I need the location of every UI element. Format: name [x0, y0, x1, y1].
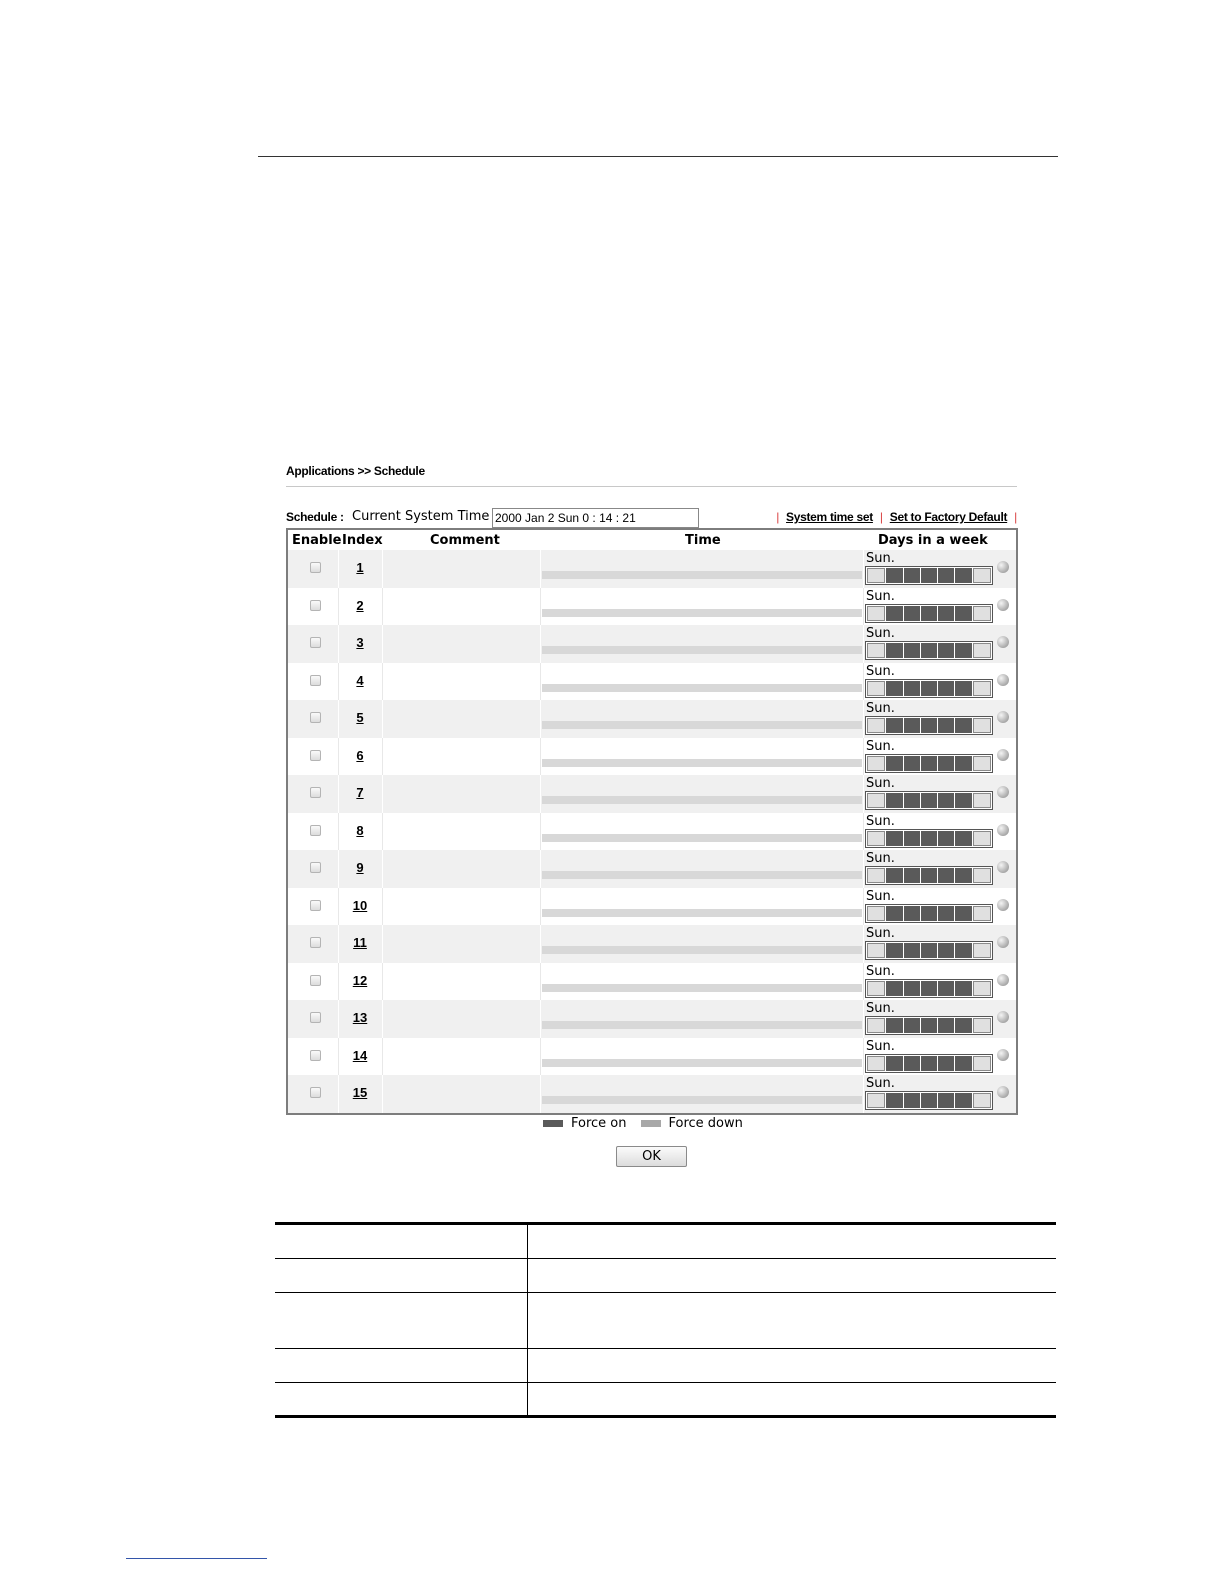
- schedule-rows: [288, 550, 1016, 1113]
- status-dot-icon: [997, 599, 1009, 611]
- day-cell-off: [867, 681, 885, 696]
- schedule-row: [288, 550, 1016, 588]
- column-divider: [863, 1038, 864, 1076]
- days-in-week-bar: [865, 1091, 993, 1110]
- table-bottom-rule: [275, 1415, 1056, 1418]
- column-divider: [863, 775, 864, 813]
- day-cell-force-on: [886, 1018, 902, 1033]
- enable-checkbox[interactable]: [310, 862, 321, 873]
- factory-default-link[interactable]: Set to Factory Default: [889, 510, 1008, 524]
- day-label: Sun.: [866, 738, 895, 754]
- day-cell-force-on: [938, 831, 954, 846]
- schedule-row: [288, 775, 1016, 813]
- day-cell-force-on: [938, 718, 954, 733]
- column-divider: [540, 850, 541, 888]
- column-divider: [540, 888, 541, 926]
- schedule-index-link[interactable]: 9: [356, 860, 364, 875]
- day-cell-force-on: [921, 681, 937, 696]
- day-cell-force-on: [904, 831, 920, 846]
- day-cell-off: [867, 606, 885, 621]
- day-cell-force-on: [921, 831, 937, 846]
- day-cell-force-on: [955, 981, 971, 996]
- time-bar: [542, 571, 862, 579]
- day-cell-force-on: [938, 793, 954, 808]
- day-cell-off: [973, 868, 991, 883]
- day-label: Sun.: [866, 701, 895, 716]
- day-cell-off: [973, 793, 991, 808]
- schedule-row: [288, 1075, 1016, 1113]
- day-cell-force-on: [904, 906, 920, 921]
- status-dot-icon: [997, 561, 1009, 573]
- schedule-index-link[interactable]: 1: [356, 560, 364, 575]
- time-bar: [542, 796, 862, 804]
- day-cell-off: [867, 943, 885, 958]
- enable-checkbox[interactable]: [310, 1012, 321, 1023]
- day-label: Sun.: [866, 1038, 895, 1054]
- column-divider: [382, 663, 383, 701]
- column-divider: [863, 588, 864, 626]
- column-divider: [382, 550, 383, 588]
- day-cell-force-on: [886, 868, 902, 883]
- time-bar: [542, 684, 862, 692]
- description-table: [275, 1222, 1056, 1418]
- day-label: Sun.: [866, 551, 895, 566]
- day-cell-force-on: [886, 943, 902, 958]
- day-label: Sun.: [866, 926, 895, 941]
- day-cell-force-on: [938, 943, 954, 958]
- day-cell-off: [973, 718, 991, 733]
- day-cell-force-on: [955, 606, 971, 621]
- day-cell-force-on: [938, 1018, 954, 1033]
- day-cell-force-on: [921, 793, 937, 808]
- day-cell-force-on: [955, 1018, 971, 1033]
- schedule-index-link[interactable]: 13: [352, 1010, 368, 1025]
- days-in-week-bar: [865, 754, 993, 773]
- schedule-index-link[interactable]: 5: [356, 710, 364, 725]
- day-label: Sun.: [866, 588, 895, 604]
- breadcrumb-divider: [286, 486, 1017, 487]
- table-rule: [275, 1382, 1056, 1383]
- day-cell-off: [973, 906, 991, 921]
- days-in-week-bar: [865, 716, 993, 735]
- status-dot-icon: [997, 824, 1009, 836]
- day-cell-off: [867, 1056, 885, 1071]
- force-down-label: Force down: [668, 1116, 743, 1131]
- day-cell-force-on: [955, 868, 971, 883]
- column-divider: [382, 813, 383, 851]
- link-separator: |: [776, 510, 780, 524]
- column-divider: [382, 963, 383, 1001]
- day-cell-off: [973, 831, 991, 846]
- status-dot-icon: [997, 636, 1009, 648]
- enable-checkbox[interactable]: [310, 675, 321, 686]
- schedule-label: Schedule :: [286, 510, 344, 524]
- day-cell-force-on: [921, 943, 937, 958]
- day-cell-force-on: [938, 906, 954, 921]
- ok-button[interactable]: OK: [616, 1146, 687, 1167]
- day-cell-force-on: [938, 1093, 954, 1108]
- day-cell-force-on: [955, 906, 971, 921]
- day-cell-off: [973, 756, 991, 771]
- day-cell-off: [867, 793, 885, 808]
- schedule-row: [288, 888, 1016, 926]
- col-index: Index: [342, 533, 383, 548]
- days-in-week-bar: [865, 641, 993, 660]
- day-label: Sun.: [866, 888, 895, 904]
- column-divider: [540, 588, 541, 626]
- column-divider: [540, 663, 541, 701]
- day-cell-force-on: [886, 756, 902, 771]
- status-dot-icon: [997, 786, 1009, 798]
- force-on-swatch: [543, 1120, 563, 1127]
- schedule-row: [288, 738, 1016, 776]
- days-in-week-bar: [865, 1054, 993, 1073]
- day-cell-off: [973, 943, 991, 958]
- column-divider: [382, 588, 383, 626]
- day-cell-force-on: [921, 606, 937, 621]
- days-in-week-bar: [865, 1016, 993, 1035]
- status-dot-icon: [997, 1011, 1009, 1023]
- col-days: Days in a week: [878, 533, 988, 548]
- column-divider: [863, 1075, 864, 1113]
- enable-checkbox[interactable]: [310, 937, 321, 948]
- schedule-index-link[interactable]: 12: [352, 972, 368, 988]
- day-cell-off: [867, 568, 885, 583]
- day-cell-force-on: [955, 831, 971, 846]
- column-divider: [863, 813, 864, 851]
- enable-checkbox[interactable]: [310, 1050, 321, 1061]
- day-cell-force-on: [904, 1018, 920, 1033]
- day-cell-force-on: [938, 606, 954, 621]
- status-dot-icon: [997, 711, 1009, 723]
- day-cell-force-on: [886, 606, 902, 621]
- table-rule: [275, 1292, 1056, 1293]
- day-cell-off: [867, 831, 885, 846]
- time-bar: [542, 909, 862, 917]
- column-divider: [863, 625, 864, 663]
- day-cell-force-on: [921, 643, 937, 658]
- day-cell-off: [973, 606, 991, 621]
- enable-checkbox[interactable]: [310, 637, 321, 648]
- status-dot-icon: [997, 1049, 1009, 1061]
- day-label: Sun.: [866, 626, 895, 641]
- column-divider: [863, 550, 864, 588]
- day-cell-force-on: [886, 718, 902, 733]
- days-in-week-bar: [865, 791, 993, 810]
- day-cell-force-on: [955, 1093, 971, 1108]
- day-label: Sun.: [866, 963, 895, 979]
- breadcrumb: Applications >> Schedule: [286, 464, 425, 478]
- force-down-swatch: [641, 1120, 661, 1127]
- column-divider: [540, 813, 541, 851]
- days-in-week-bar: [865, 866, 993, 885]
- day-cell-force-on: [938, 681, 954, 696]
- day-cell-force-on: [921, 1093, 937, 1108]
- column-divider: [540, 738, 541, 776]
- system-time-set-link[interactable]: System time set: [786, 510, 873, 524]
- column-divider: [540, 625, 541, 663]
- schedule-index-link[interactable]: 14: [352, 1047, 368, 1063]
- day-cell-force-on: [886, 981, 902, 996]
- time-bar: [542, 646, 862, 654]
- day-cell-off: [867, 981, 885, 996]
- table-rule: [275, 1258, 1056, 1259]
- day-cell-force-on: [886, 906, 902, 921]
- link-separator: |: [1014, 510, 1017, 524]
- schedule-index-link[interactable]: 10: [352, 897, 368, 913]
- col-enable: Enable: [292, 533, 342, 548]
- day-cell-off: [867, 1093, 885, 1108]
- day-cell-off: [867, 756, 885, 771]
- day-cell-force-on: [904, 606, 920, 621]
- day-cell-force-on: [904, 718, 920, 733]
- day-cell-force-on: [955, 718, 971, 733]
- enable-checkbox[interactable]: [310, 1087, 321, 1098]
- schedule-row: [288, 925, 1016, 963]
- time-bar: [542, 1059, 862, 1067]
- column-divider: [382, 738, 383, 776]
- day-cell-force-on: [921, 868, 937, 883]
- day-cell-force-on: [921, 718, 937, 733]
- days-in-week-bar: [865, 979, 993, 998]
- enable-checkbox[interactable]: [310, 900, 321, 911]
- day-cell-force-on: [921, 981, 937, 996]
- schedule-header: [286, 508, 1017, 528]
- enable-checkbox[interactable]: [310, 750, 321, 761]
- time-bar: [542, 871, 862, 879]
- status-dot-icon: [997, 974, 1009, 986]
- day-cell-force-on: [955, 943, 971, 958]
- current-time-field[interactable]: [492, 508, 699, 528]
- status-dot-icon: [997, 936, 1009, 948]
- day-cell-force-on: [955, 1056, 971, 1071]
- column-divider: [382, 1075, 383, 1113]
- day-cell-off: [867, 906, 885, 921]
- day-cell-force-on: [938, 1056, 954, 1071]
- day-cell-force-on: [904, 568, 920, 583]
- top-rule: [258, 156, 1058, 157]
- day-cell-force-on: [921, 906, 937, 921]
- day-cell-force-on: [938, 643, 954, 658]
- legend: [543, 1116, 743, 1131]
- table-rule: [275, 1348, 1056, 1349]
- day-cell-force-on: [921, 1018, 937, 1033]
- col-time: Time: [685, 533, 721, 548]
- force-on-label: Force on: [571, 1116, 627, 1131]
- column-divider: [540, 775, 541, 813]
- column-divider: [382, 700, 383, 738]
- column-divider: [863, 1000, 864, 1038]
- column-divider: [382, 925, 383, 963]
- time-bar: [542, 609, 862, 617]
- day-cell-off: [973, 1018, 991, 1033]
- day-cell-force-on: [938, 568, 954, 583]
- day-cell-off: [973, 981, 991, 996]
- time-bar: [542, 1096, 862, 1104]
- column-divider: [382, 1038, 383, 1076]
- days-in-week-bar: [865, 829, 993, 848]
- day-cell-force-on: [921, 568, 937, 583]
- column-divider: [382, 775, 383, 813]
- day-cell-off: [973, 1093, 991, 1108]
- day-cell-force-on: [904, 756, 920, 771]
- column-divider: [540, 1038, 541, 1076]
- enable-checkbox[interactable]: [310, 562, 321, 573]
- column-divider: [382, 625, 383, 663]
- schedule-index-link[interactable]: 7: [356, 785, 364, 800]
- header-links: [769, 510, 1017, 524]
- day-cell-force-on: [955, 793, 971, 808]
- days-in-week-bar: [865, 941, 993, 960]
- day-cell-force-on: [886, 1093, 902, 1108]
- schedule-row: [288, 963, 1016, 1001]
- schedule-index-link[interactable]: 2: [356, 597, 364, 613]
- day-cell-force-on: [938, 981, 954, 996]
- schedule-table-header: [288, 530, 1016, 550]
- day-cell-force-on: [921, 756, 937, 771]
- day-label: Sun.: [866, 1001, 895, 1016]
- day-cell-off: [973, 681, 991, 696]
- day-cell-force-on: [921, 1056, 937, 1071]
- enable-checkbox[interactable]: [310, 787, 321, 798]
- column-divider: [382, 1000, 383, 1038]
- schedule-index-link[interactable]: 8: [356, 822, 364, 838]
- day-cell-force-on: [938, 868, 954, 883]
- day-cell-force-on: [886, 831, 902, 846]
- column-divider: [863, 850, 864, 888]
- day-cell-force-on: [886, 1056, 902, 1071]
- day-cell-force-on: [955, 568, 971, 583]
- schedule-row: [288, 625, 1016, 663]
- schedule-row: [288, 1038, 1016, 1076]
- days-in-week-bar: [865, 566, 993, 585]
- day-cell-force-on: [904, 1093, 920, 1108]
- status-dot-icon: [997, 899, 1009, 911]
- time-bar: [542, 834, 862, 842]
- enable-checkbox[interactable]: [310, 825, 321, 836]
- column-divider: [540, 700, 541, 738]
- day-cell-force-on: [904, 681, 920, 696]
- column-divider: [540, 1075, 541, 1113]
- column-divider: [863, 663, 864, 701]
- time-bar: [542, 984, 862, 992]
- status-dot-icon: [997, 749, 1009, 761]
- column-divider: [863, 888, 864, 926]
- day-cell-force-on: [886, 681, 902, 696]
- day-cell-force-on: [938, 756, 954, 771]
- schedule-row: [288, 850, 1016, 888]
- day-cell-off: [867, 643, 885, 658]
- schedule-row: [288, 588, 1016, 626]
- schedule-index-link[interactable]: 11: [353, 935, 367, 950]
- day-cell-force-on: [904, 943, 920, 958]
- col-comment: Comment: [430, 533, 500, 548]
- schedule-index-link[interactable]: 3: [356, 635, 364, 650]
- table-top-rule: [275, 1222, 1056, 1225]
- schedule-row: [288, 700, 1016, 738]
- time-bar: [542, 946, 862, 954]
- day-cell-off: [867, 868, 885, 883]
- status-dot-icon: [997, 861, 1009, 873]
- day-label: Sun.: [866, 663, 895, 679]
- column-divider: [540, 963, 541, 1001]
- time-bar: [542, 721, 862, 729]
- link-separator: |: [879, 510, 883, 524]
- day-cell-off: [973, 1056, 991, 1071]
- column-divider: [540, 1000, 541, 1038]
- schedule-row: [288, 813, 1016, 851]
- time-bar: [542, 759, 862, 767]
- column-divider: [382, 850, 383, 888]
- day-cell-force-on: [904, 1056, 920, 1071]
- column-divider: [540, 925, 541, 963]
- day-label: Sun.: [866, 776, 895, 791]
- days-in-week-bar: [865, 604, 993, 623]
- day-cell-force-on: [886, 568, 902, 583]
- column-divider: [863, 700, 864, 738]
- status-dot-icon: [997, 674, 1009, 686]
- day-cell-force-on: [904, 981, 920, 996]
- time-bar: [542, 1021, 862, 1029]
- column-divider: [863, 963, 864, 1001]
- day-label: Sun.: [866, 813, 895, 829]
- day-cell-off: [973, 643, 991, 658]
- enable-checkbox[interactable]: [310, 712, 321, 723]
- schedule-table: [286, 528, 1018, 1115]
- day-cell-force-on: [886, 643, 902, 658]
- column-divider: [382, 888, 383, 926]
- footer-rule: [126, 1558, 267, 1559]
- day-cell-off: [973, 568, 991, 583]
- schedule-row: [288, 663, 1016, 701]
- days-in-week-bar: [865, 904, 993, 923]
- column-divider: [540, 550, 541, 588]
- day-cell-force-on: [904, 793, 920, 808]
- day-cell-off: [867, 718, 885, 733]
- days-in-week-bar: [865, 679, 993, 698]
- day-cell-off: [867, 1018, 885, 1033]
- schedule-row: [288, 1000, 1016, 1038]
- day-cell-force-on: [886, 793, 902, 808]
- column-divider: [863, 738, 864, 776]
- schedule-index-link[interactable]: 4: [356, 672, 364, 688]
- schedule-index-link[interactable]: 15: [352, 1085, 368, 1100]
- day-label: Sun.: [866, 1076, 895, 1091]
- column-divider: [863, 925, 864, 963]
- current-time-label: Current System Time: [352, 509, 490, 524]
- day-cell-force-on: [955, 756, 971, 771]
- enable-checkbox[interactable]: [310, 600, 321, 611]
- day-cell-force-on: [904, 868, 920, 883]
- table-column-divider: [527, 1222, 528, 1418]
- day-cell-force-on: [955, 643, 971, 658]
- status-dot-icon: [997, 1086, 1009, 1098]
- day-cell-force-on: [904, 643, 920, 658]
- day-cell-force-on: [955, 681, 971, 696]
- schedule-index-link[interactable]: 6: [356, 747, 364, 763]
- day-label: Sun.: [866, 851, 895, 866]
- enable-checkbox[interactable]: [310, 975, 321, 986]
